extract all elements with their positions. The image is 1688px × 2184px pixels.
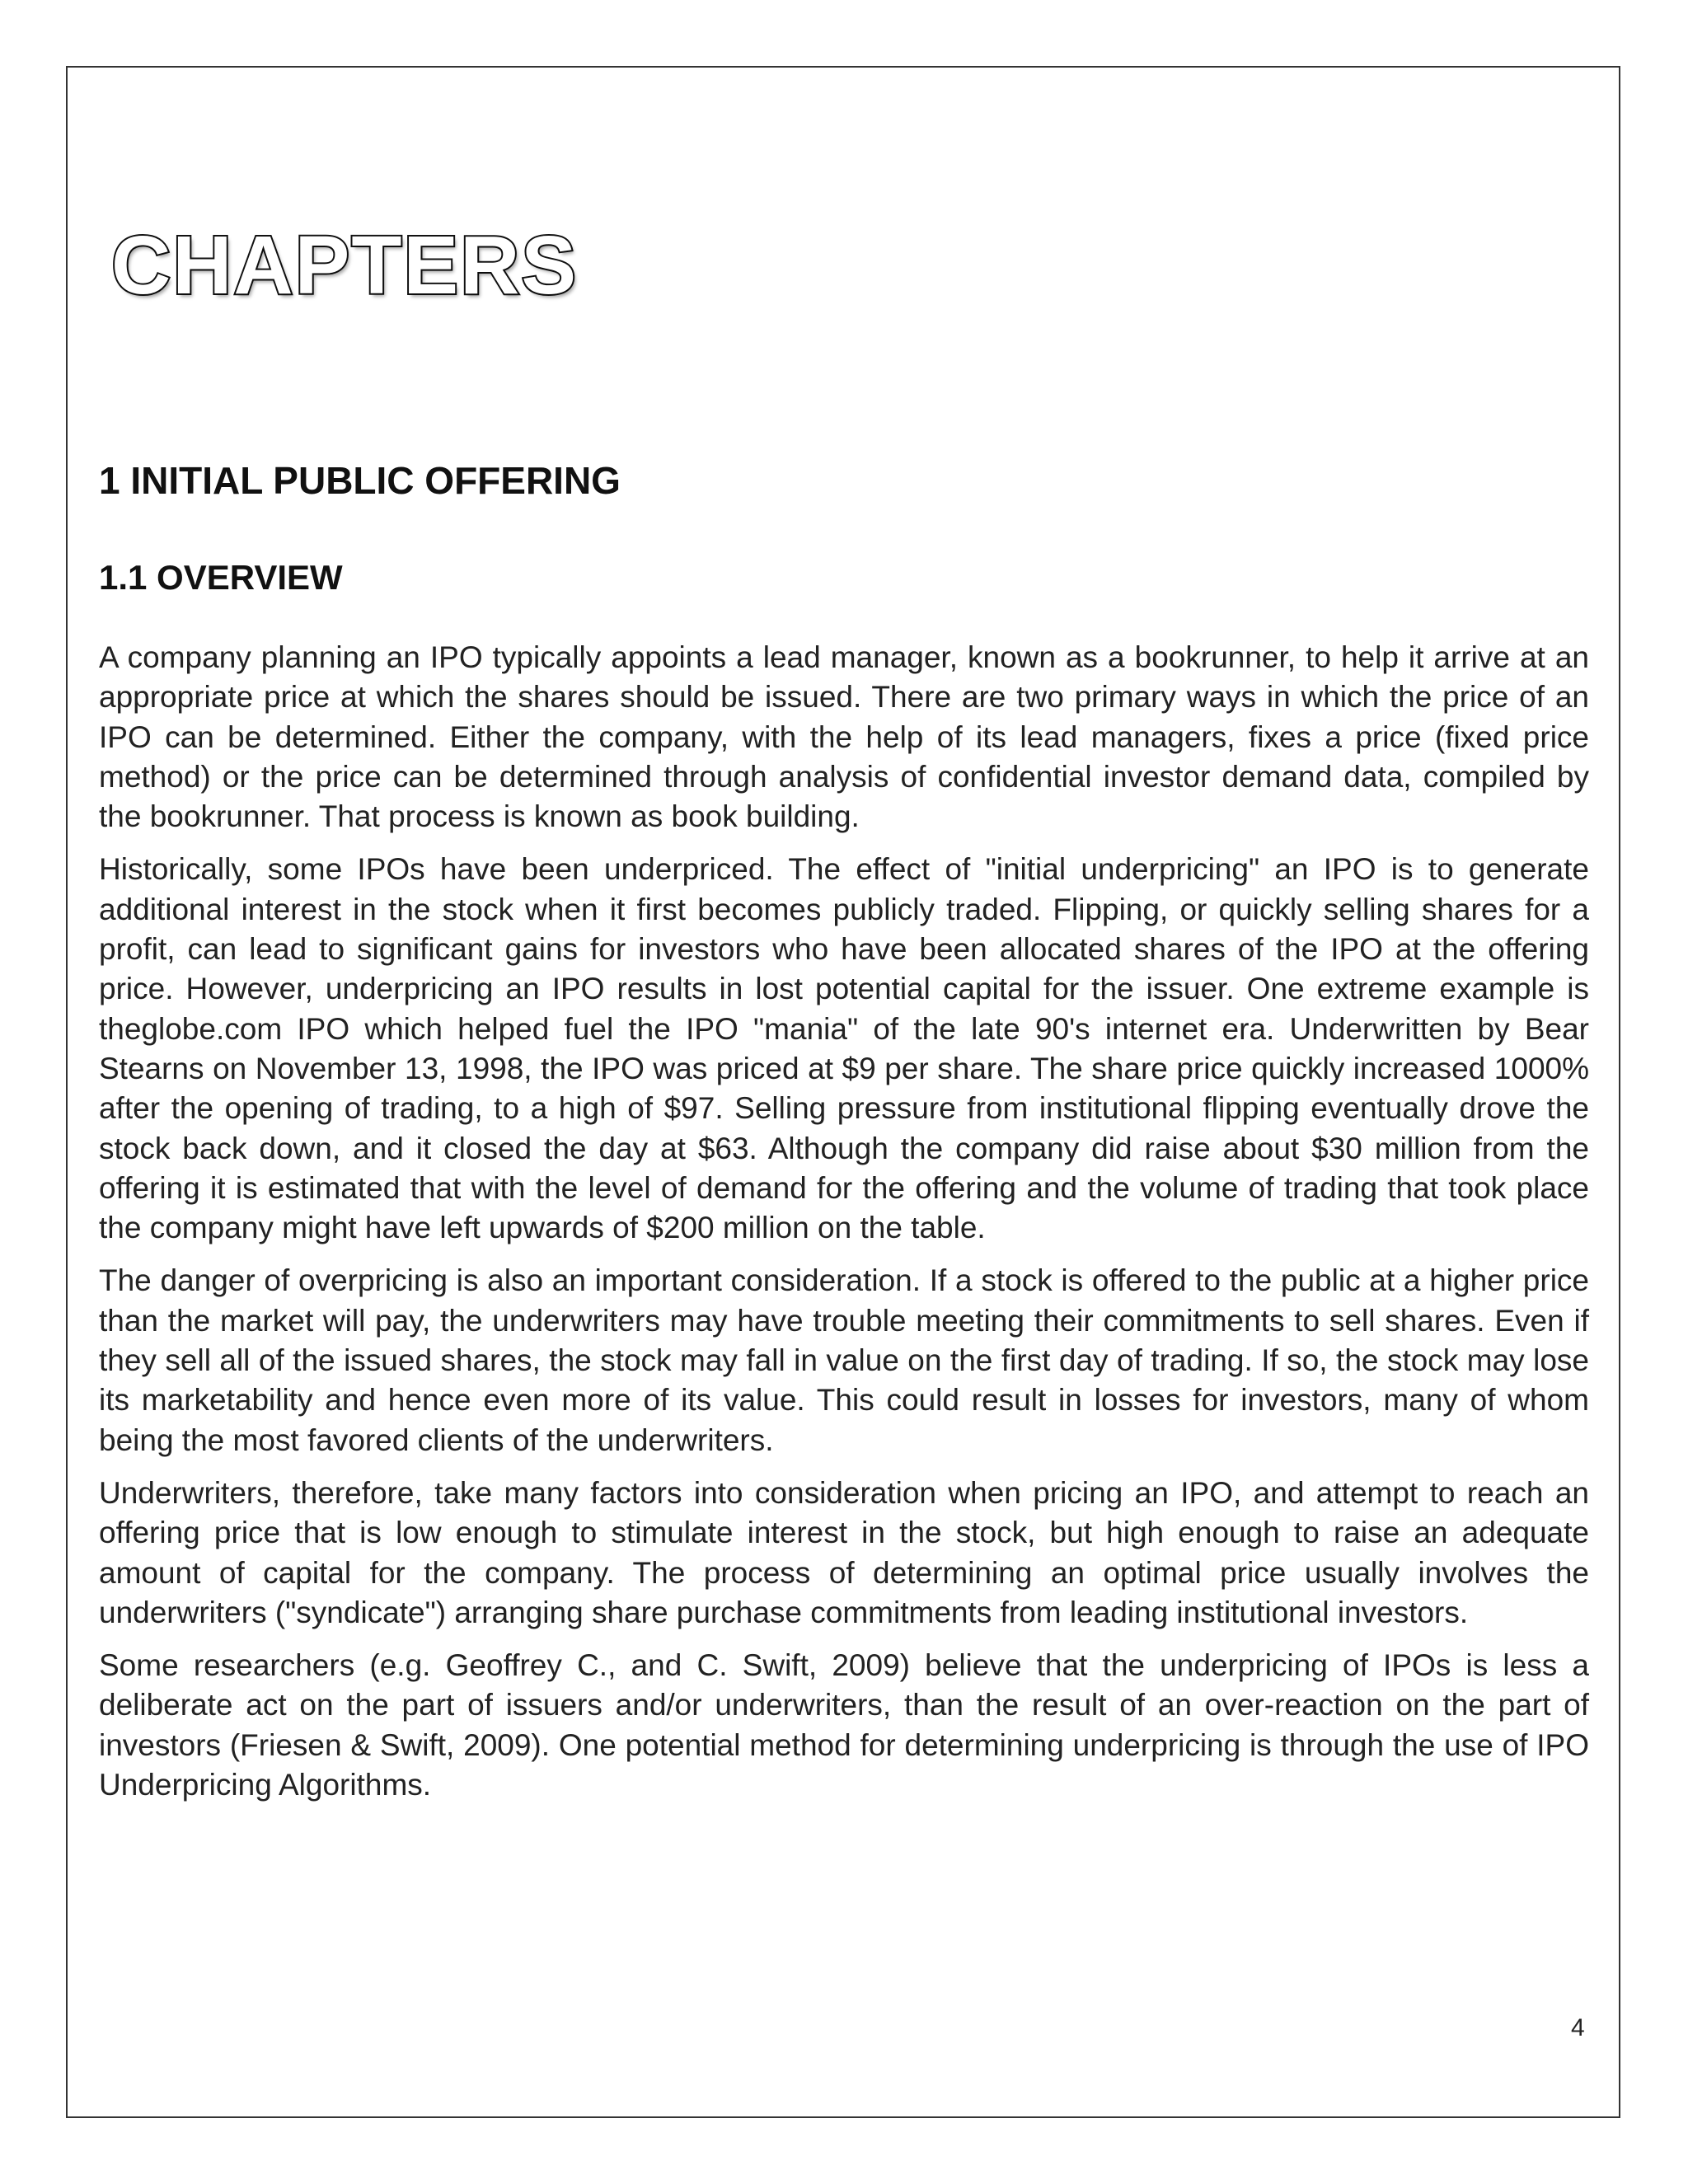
chapters-banner-title: CHAPTERS [111,219,579,312]
paragraph-1: A company planning an IPO typically appoints a lead manager, known as a bookrunner, to help it arrive at an appropriate price at which the shares should be issued. There are two primary ways in which the price of an IPO can be determined. Either the company, with the help of its lead managers, fixes a price (fixed price method) or the price can be determined through analysis of confidential investor demand data, compiled by the bookrunner. That process is known as book building. [99,640,1589,834]
paragraph-2: Historically, some IPOs have been underpriced. The effect of "initial underpricing" an IPO is to generate additional interest in the stock when it first becomes publicly traded. Flipping, or quickly selling shares for a profit, can lead to significant gains for investors who have been allocated shares of the IPO at the offering price. However, underpricing an IPO results in lost potential capital for the issuer. One extreme example is theglobe.com IPO which helped fuel the IPO "mania" of the late 90's internet era. Underwritten by Bear Stearns on November 13, 1998, the IPO was priced at $9 per share. The share price quickly increased 1000% after the opening of trading, to a high of $97. Selling pressure from institutional flipping eventually drove the stock back down, and it closed the day at $63. Although the company did raise about $30 million from the offering it is estimated that with the level of demand for the offering and the volume of trading that took place the company might have left upwards of $200 million on the table. [99,852,1589,1245]
body-text [99,638,1589,1818]
section-heading: 1.1 OVERVIEW [99,558,343,597]
paragraph-4: Underwriters, therefore, take many factors into consideration when pricing an IPO, and attempt to reach an offering price that is low enough to stimulate interest in the stock, but high enough to raise an adequate amount of capital for the company. The process of determining an optimal price usually involves the underwriters ("syndicate") arranging share purchase commitments from leading institutional investors. [99,1475,1589,1629]
paragraph-5: Some researchers (e.g. Geoffrey C., and C. Swift, 2009) believe that the underpricing of IPOs is less a deliberate act on the part of issuers and/or underwriters, than the result of an over-reaction on the part of investors (Friesen & Swift, 2009). One potential method for determining underpricing is through the use of IPO Underpricing Algorithms. [99,1648,1589,1802]
chapter-heading: 1 INITIAL PUBLIC OFFERING [99,459,621,502]
paragraph-3: The danger of overpricing is also an important consideration. If a stock is offered to the public at a higher price than the market will pay, the underwriters may have trouble meeting their commitments to sell shares. Even if they sell all of the issued shares, the stock may fall in value on the first day of trading. If so, the stock may lose its marketability and hence even more of its value. This could result in losses for investors, many of whom being the most favored clients of the underwriters. [99,1263,1589,1457]
page-number: 4 [1571,2014,1585,2041]
